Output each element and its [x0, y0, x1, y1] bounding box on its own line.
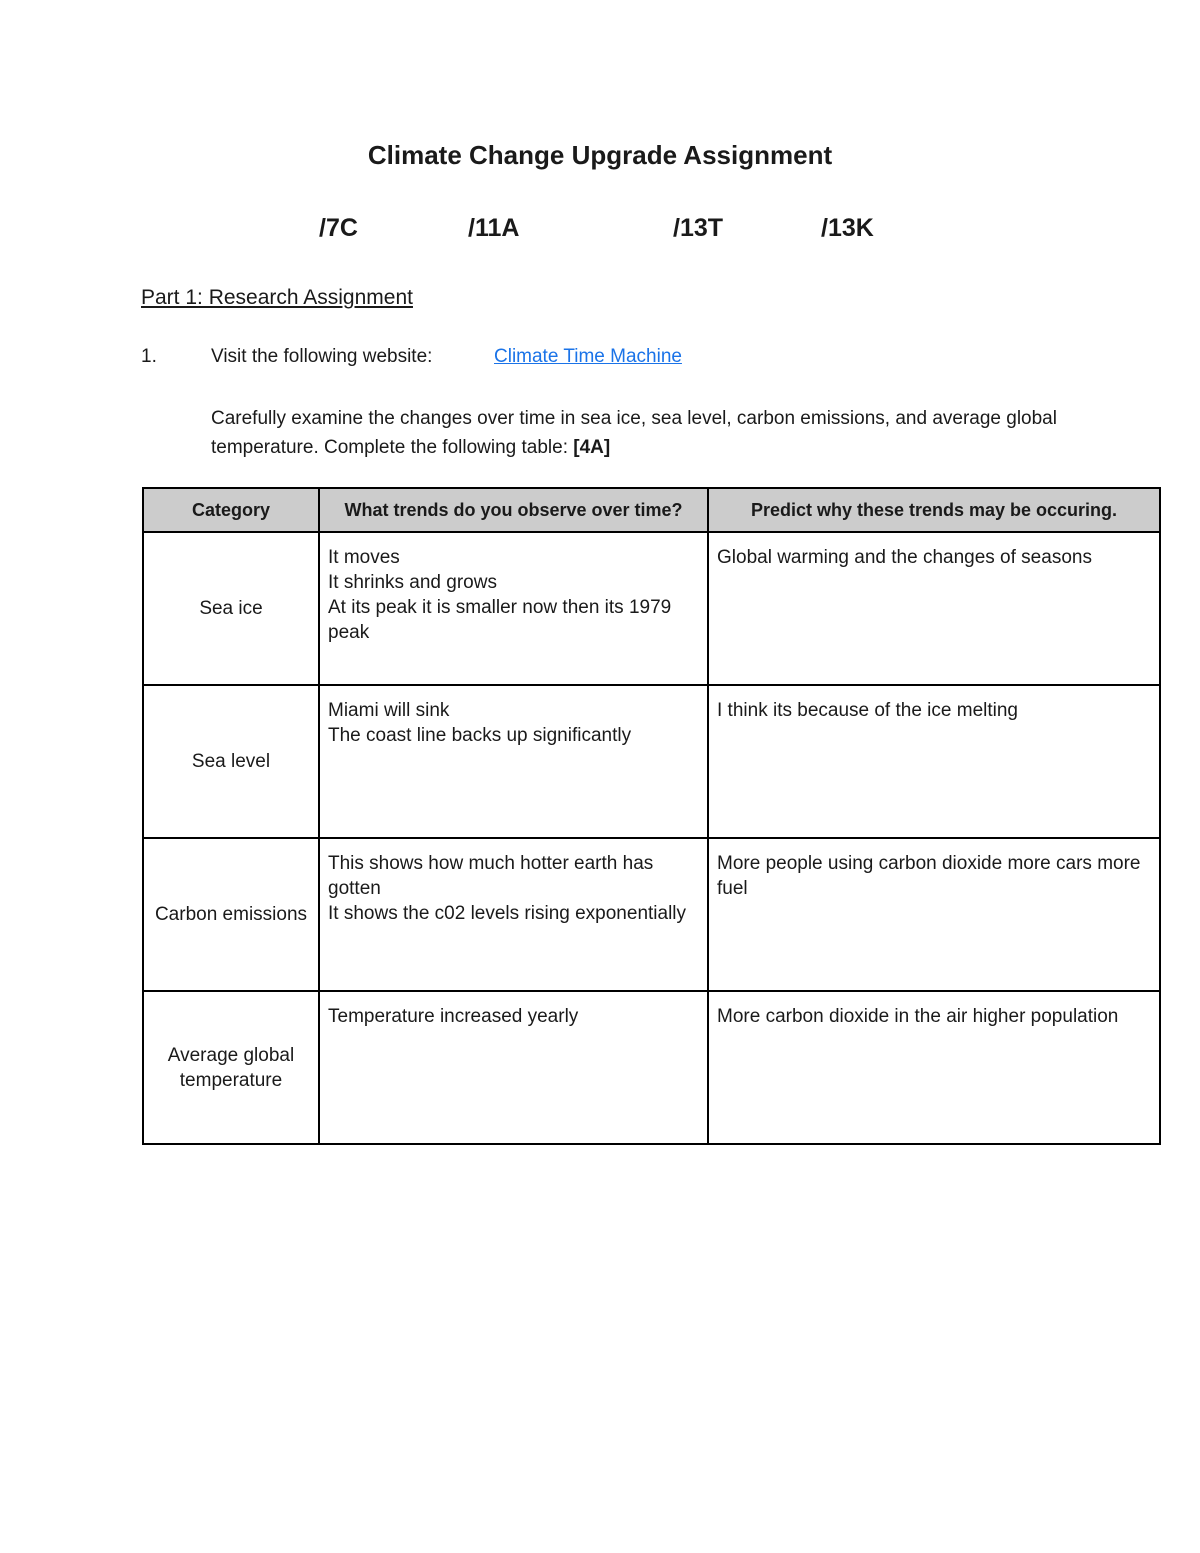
table-row: [143, 685, 1160, 838]
trends-cell: [319, 838, 708, 991]
table-header-row: [143, 488, 1160, 532]
prediction-line: Global warming and the changes of seasons: [717, 547, 1092, 568]
question-number: 1.: [141, 346, 157, 367]
trend-line: This shows how much hotter earth has gotten: [328, 853, 654, 899]
score-13k: /13K: [821, 214, 874, 242]
trend-line: At its peak it is smaller now then its 1979 peak: [328, 597, 672, 643]
category-cell: Sea ice: [143, 532, 319, 685]
prediction-line: More carbon dioxide in the air higher population: [717, 1006, 1119, 1027]
trend-line: It moves: [328, 547, 400, 568]
category-cell: Average global temperature: [143, 991, 319, 1144]
trends-cell: [319, 685, 708, 838]
table-row: [143, 838, 1160, 991]
instructions: [211, 404, 1091, 462]
instructions-mark: [4A]: [573, 437, 611, 458]
prediction-cell: [708, 838, 1160, 991]
instructions-text: Carefully examine the changes over time in sea ice, sea level, carbon emissions, and average global temperature. Complete the following table:: [211, 408, 1057, 458]
header-category: Category: [143, 488, 319, 532]
header-prediction: Predict why these trends may be occuring.: [708, 488, 1160, 532]
climate-time-machine-link[interactable]: Climate Time Machine: [494, 346, 682, 367]
part-1-heading: Part 1: Research Assignment: [141, 286, 413, 309]
trend-line: Temperature increased yearly: [328, 1006, 579, 1027]
trend-line: Miami will sink: [328, 700, 450, 721]
header-trends: What trends do you observe over time?: [319, 488, 708, 532]
prediction-line: More people using carbon dioxide more cars more fuel: [717, 853, 1141, 899]
category-cell: Carbon emissions: [143, 838, 319, 991]
prediction-cell: [708, 991, 1160, 1144]
trend-line: The coast line backs up significantly: [328, 725, 632, 746]
trends-cell: [319, 532, 708, 685]
score-11a: /11A: [468, 214, 520, 242]
document-title: Climate Change Upgrade Assignment: [367, 140, 833, 170]
trend-line: It shrinks and grows: [328, 572, 497, 593]
table-row: [143, 991, 1160, 1144]
question-text: Visit the following website:: [211, 346, 433, 367]
prediction-cell: [708, 685, 1160, 838]
trends-cell: [319, 991, 708, 1144]
prediction-cell: [708, 532, 1160, 685]
trend-line: It shows the c02 levels rising exponentially: [328, 903, 687, 924]
category-cell: Sea level: [143, 685, 319, 838]
score-7c: /7C: [319, 214, 358, 242]
table-row: [143, 532, 1160, 685]
prediction-line: I think its because of the ice melting: [717, 700, 1018, 721]
trends-table: [142, 487, 1161, 1145]
score-13t: /13T: [673, 214, 724, 242]
